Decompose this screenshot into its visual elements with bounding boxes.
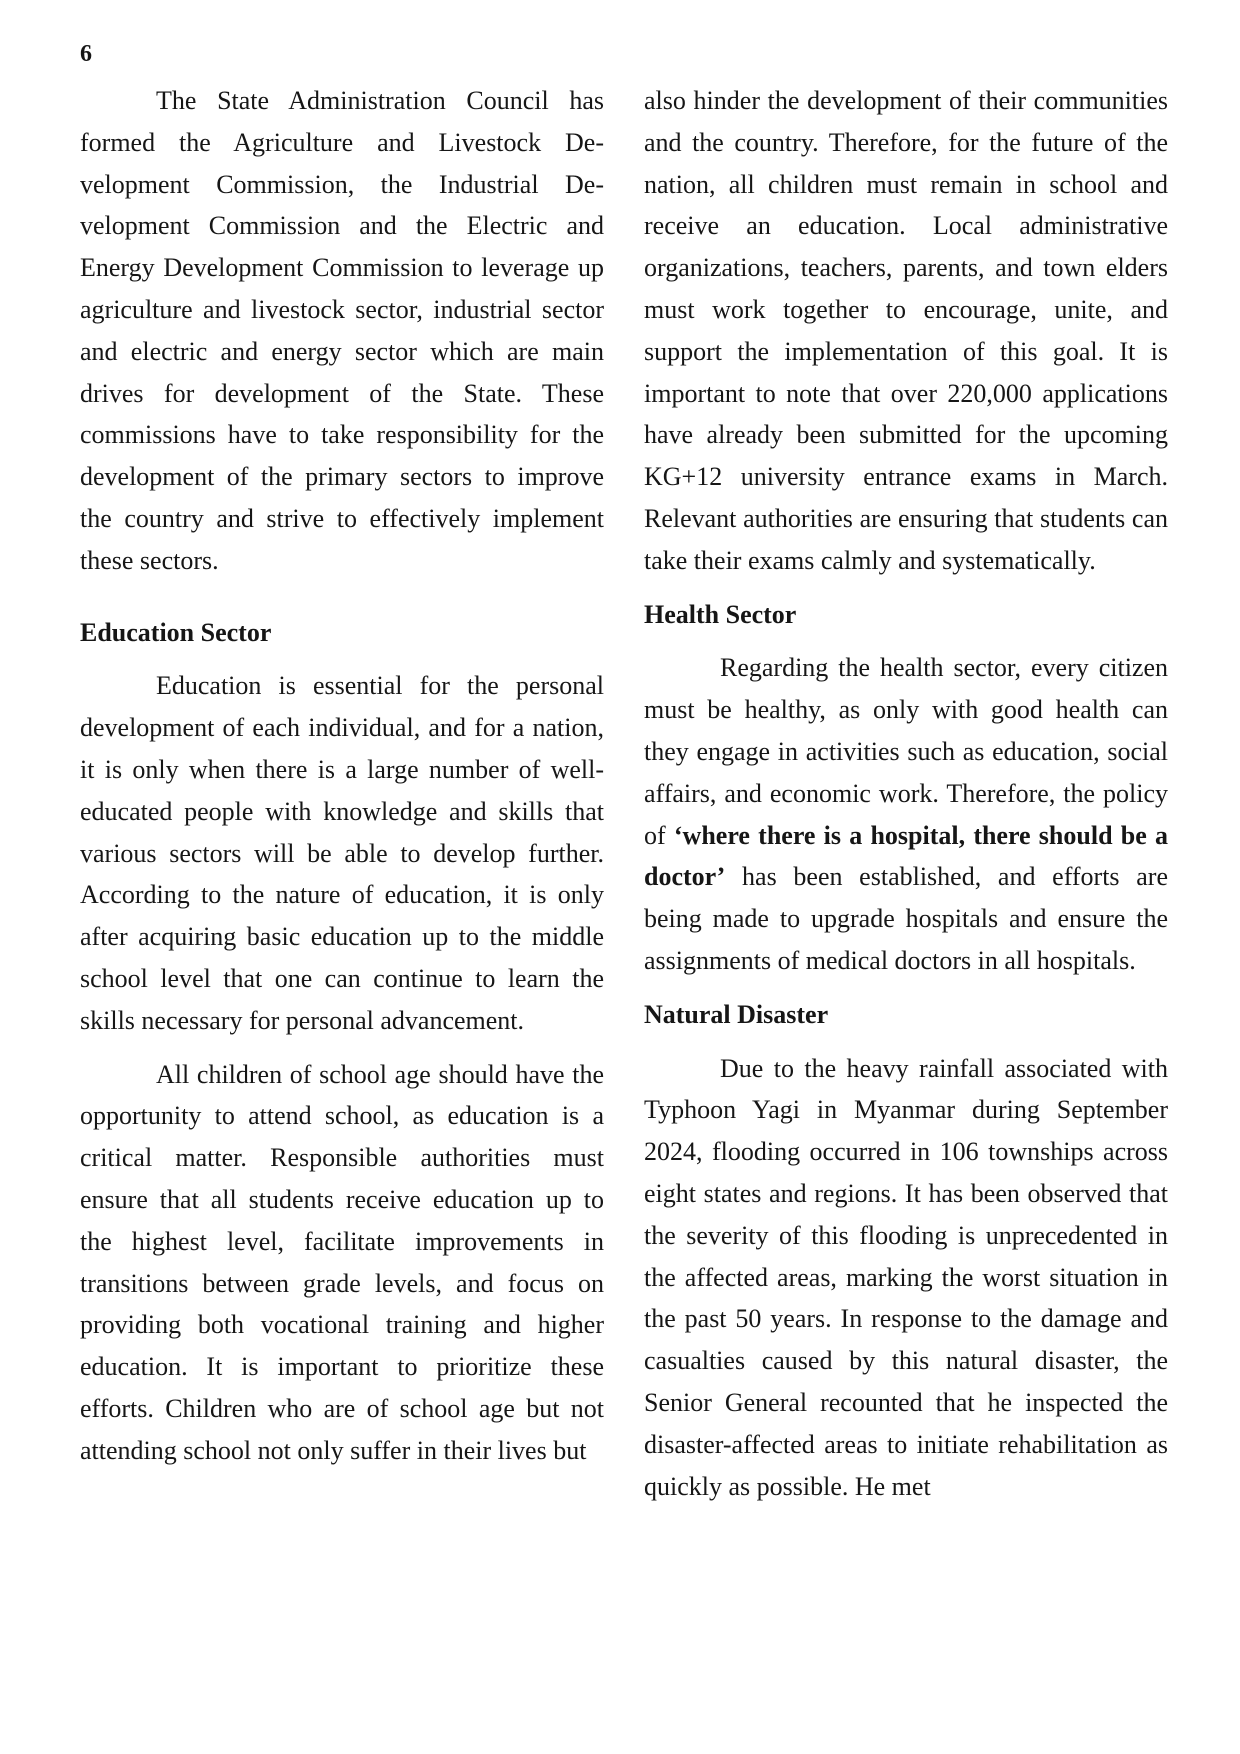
page-number: 6 bbox=[80, 41, 92, 67]
education-paragraph-2: All children of school age should have the opportunity to attend school, as education is a critical matter. Responsible authorities must ensure that all students receive education up to the highest level, facilitate improvements in transitions between grade levels, and focus on providing both vocational training and higher education. It is important to prioritize these efforts. Children who are of school age but not attending school not only suffer in their lives but bbox=[80, 1059, 604, 1465]
health-text-before: Regarding the health sector, every citizen must be healthy, as only with good health can they engage in activities such as education, social affairs, and economic work. Therefore, the policy of bbox=[644, 653, 1168, 850]
education-paragraph-1: Education is essential for the personal development of each individual, and for a nation, it is only when there is a large number of well-educated people with knowledge and skills that various sectors will be able to develop further. According to the nature of education, it is only after acquiring basic education up to the middle school level that one can continue to learn the skills necessary for personal advancement. bbox=[80, 671, 604, 1035]
health-sector-heading: Health Sector bbox=[644, 599, 797, 629]
natural-disaster-paragraph: Due to the heavy rainfall associated with Typhoon Yagi in Myanmar during September 2024, flooding occurred in 106 townships across eight states and regions. It has been observed that the severity of this flooding is unprecedented in the affected areas, marking the worst situation in the past 50 years. In response to the damage and casualties caused by this natural disaster, the Senior General recounted that he inspected the disaster-affected areas to initiate rehabilitation as quickly as possible. He met bbox=[644, 1053, 1168, 1501]
health-policy-quote: ‘where there is a hospital, there should be a doctor’ bbox=[644, 820, 1168, 892]
education-sector-heading: Education Sector bbox=[80, 617, 272, 647]
natural-disaster-heading: Natural Disaster bbox=[644, 999, 829, 1029]
health-text-after: has been established, and efforts are being made to upgrade hospitals and ensure the assignments of medical doctors in all hospitals. bbox=[644, 862, 1168, 975]
intro-paragraph: The State Administration Council has formed the Agriculture and Livestock Development Commission, the Industrial Development Commission and the Electric and Energy Development Commission to leverage up agriculture and livestock sector, industrial sector and electric and energy sector which are main drives for development of the State. These commissions have to take responsibility for the development of the primary sectors to improve the country and strive to effectively implement these sectors. bbox=[80, 86, 604, 575]
right-column bbox=[644, 80, 1168, 1507]
health-paragraph bbox=[644, 647, 1168, 981]
left-column bbox=[80, 80, 604, 1472]
education-paragraph-continued: also hinder the development of their communities and the country. Therefore, for the future of the nation, all children must remain in school and receive an education. Local administrative organizations, teachers, parents, and town elders must work together to encourage, unite, and support the implementation of this goal. It is important to note that over 220,000 applications have already been submitted for the upcoming KG+12 university entrance exams in March. Relevant authorities are ensuring that students can take their exams calmly and systematically. bbox=[644, 86, 1168, 575]
